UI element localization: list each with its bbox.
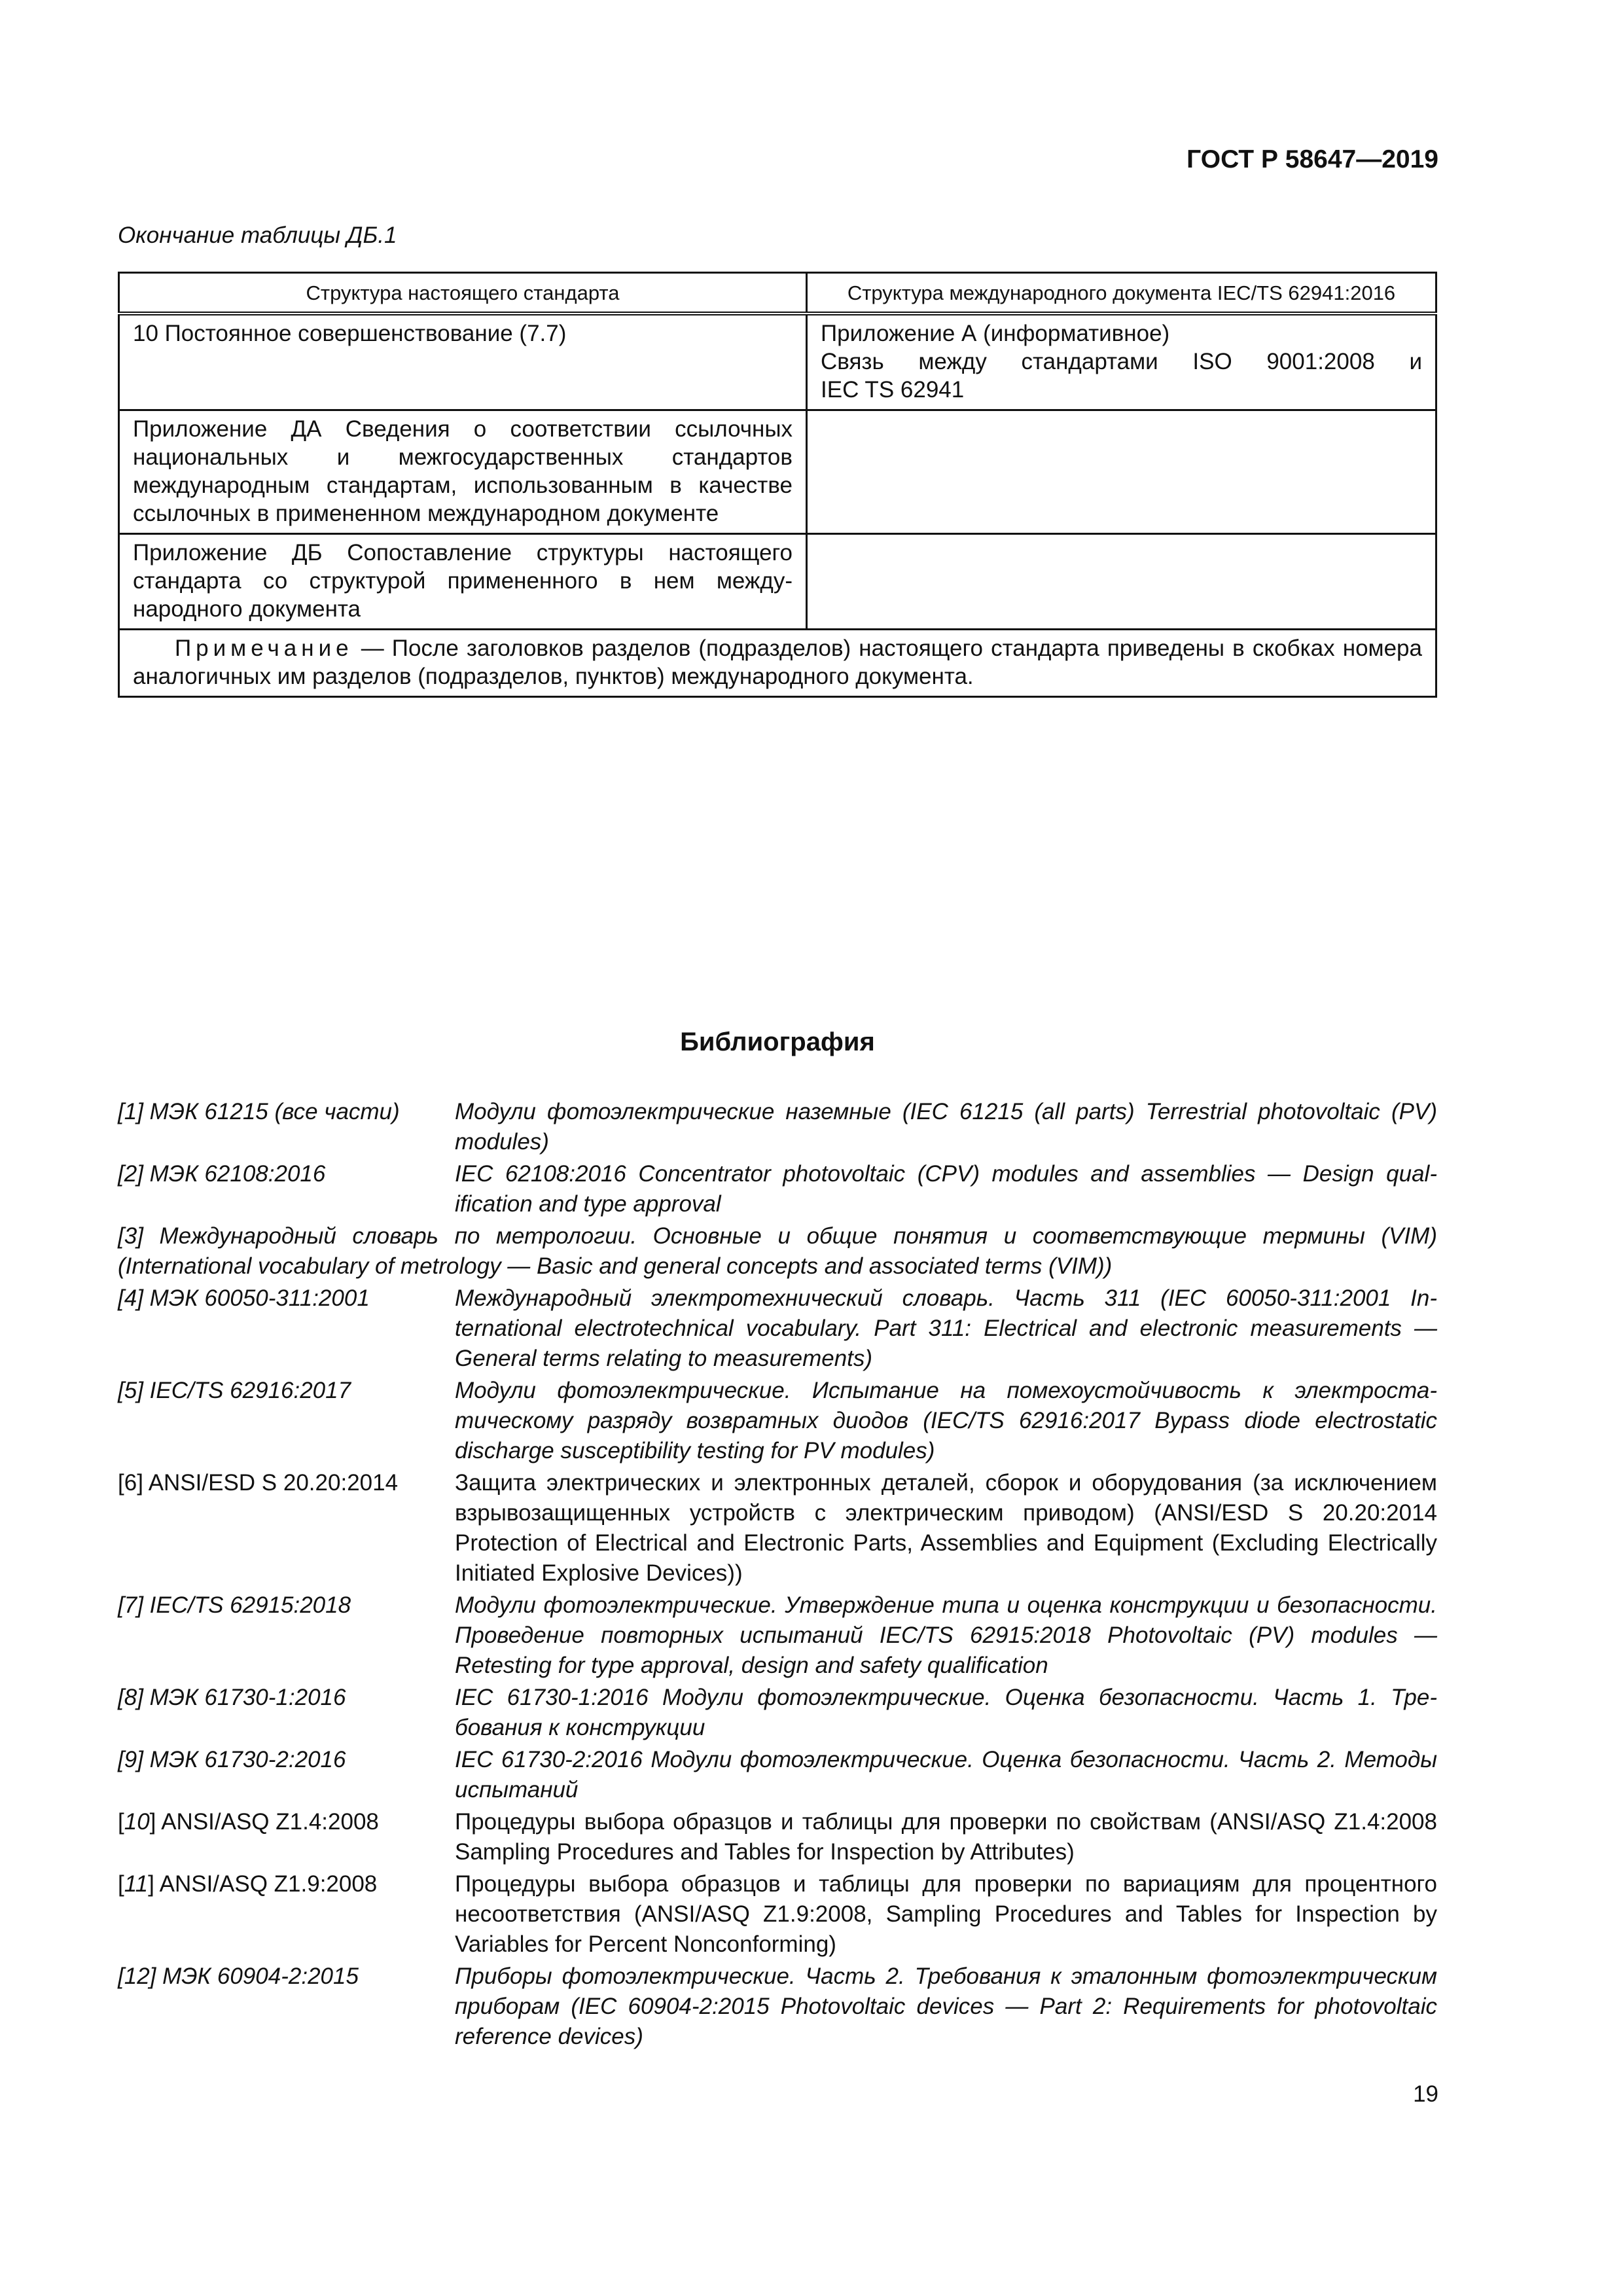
bibliography-ref-code: ANSI/ASQ Z1.9:2008 bbox=[154, 1871, 378, 1897]
bibliography-ref: [10] ANSI/ASQ Z1.4:2008 bbox=[118, 1809, 379, 1835]
bibliography-entry bbox=[118, 1869, 1437, 1960]
col-left-header: Структура настоящего стандарта bbox=[119, 273, 807, 314]
annex-a-line: Связь между стандартами ISO 9001:2008 и bbox=[821, 349, 1422, 374]
bibliography-ref: [7] IEC/TS 62915:2018 bbox=[118, 1592, 351, 1618]
bibliography-ref: [9] МЭК 61730-2:2016 bbox=[118, 1747, 346, 1772]
note-text: — После заголовков разделов (подразделов) настоящего стандарта приведены в скобках номера аналогичных им разделов (подразделов, пунктов) международного документа. bbox=[133, 636, 1422, 689]
annex-a-line: IEC TS 62941 bbox=[821, 377, 965, 403]
table-cell-right bbox=[807, 410, 1436, 534]
bibliography-entry: [3] Международный словарь по метрологии. Основные и общие понятия и соответствующие термины (VIM) (International vocabulary of metrology — Basic and general concepts and associated terms (VIM)) bbox=[118, 1223, 1437, 1279]
bibliography-ref-number: 10 bbox=[124, 1809, 150, 1835]
bibliography-entry bbox=[118, 1807, 1437, 1867]
bibliography-ref: [2] МЭК 62108:2016 bbox=[118, 1161, 326, 1187]
bibliography-entry bbox=[118, 1683, 1437, 1743]
bibliography-title: Библиография bbox=[680, 1028, 875, 1056]
table-note bbox=[119, 630, 1436, 697]
bibliography-text: Модули фотоэлектрические наземные (IEC 61215 (all parts) Terrestrial photovoltaic (PV) modules) bbox=[455, 1099, 1437, 1155]
bibliography-text: Защита электрических и электронных деталей, сборок и оборудования (за исключением взрывозащищенных устройств с электрическим приводом) (ANSI/ESD S 20.20:2014 Protection of Electrical and Electronic Parts, Assemblies and Equipment (Excluding Electrically Initiated Explosive Devices)) bbox=[455, 1470, 1437, 1586]
bibliography-ref: [6] ANSI/ESD S 20.20:2014 bbox=[118, 1470, 399, 1496]
bibliography-text: Процедуры выбора образцов и таблицы для проверки по свойствам (ANSI/ASQ Z1.4:2008 Sampling Procedures and Tables for Inspection by Attributes) bbox=[455, 1809, 1437, 1865]
bibliography-entry bbox=[118, 1590, 1437, 1681]
bibliography-text: Международный электротехнический словарь. Часть 311 (IEC 60050-311:2001 International electrotechnical vocabulary. Part 311: Electrical and electronic measurements — General terms relating to measurements) bbox=[455, 1285, 1437, 1371]
bibliography-entry bbox=[118, 1745, 1437, 1805]
bibliography-ref-code: ANSI/ASQ Z1.4:2008 bbox=[156, 1809, 379, 1835]
bibliography-ref-number: 11 bbox=[124, 1871, 149, 1897]
table-row bbox=[119, 534, 1436, 630]
table-cell-left: Приложение ДБ Сопоставление структуры настоящего стандарта со структурой примененного в нем международного документа bbox=[119, 534, 807, 630]
table-cell-left: Приложение ДА Сведения о соответствии ссылочных национальных и межгосударственных стандартов международным стандартам, использованным в качестве ссылочных в примененном международном документе bbox=[119, 410, 807, 534]
bibliography-text: IEC 62108:2016 Concentrator photovoltaic (CPV) modules and assemblies — Design qualification and type approval bbox=[455, 1161, 1437, 1217]
bibliography-text: IEC 61730-2:2016 Модули фотоэлектрические. Оценка безопасности. Часть 2. Методы испытаний bbox=[455, 1747, 1437, 1803]
bibliography-entry bbox=[118, 1376, 1437, 1466]
bibliography-entry bbox=[118, 1962, 1437, 2052]
col-right-header: Структура международного документа IEC/TS 62941:2016 bbox=[807, 273, 1436, 314]
bibliography-text: Модули фотоэлектрические. Утверждение типа и оценка конструкции и безопасности. Проведение повторных испытаний IEC/TS 62915:2018 Photovoltaic (PV) modules — Retesting for type approval, design and safety qualification bbox=[455, 1592, 1437, 1678]
table-row bbox=[119, 410, 1436, 534]
table-row bbox=[119, 314, 1436, 410]
bibliography-entry bbox=[118, 1159, 1437, 1219]
bibliography-text: Процедуры выбора образцов и таблицы для проверки по вариациям для процентного несоответствия (ANSI/ASQ Z1.9:2008, Sampling Procedures and Tables for Inspection by Variables for Percent Nonconforming) bbox=[455, 1871, 1437, 1957]
table-cell-left: 10 Постоянное совершенствование (7.7) bbox=[119, 314, 807, 410]
page-number: 19 bbox=[1413, 2081, 1438, 2107]
bibliography-text: Приборы фотоэлектрические. Часть 2. Требования к эталонным фотоэлектрическим приборам (IEC 60904-2:2015 Photovoltaic devices — Part 2: Requirements for photovoltaic reference devices) bbox=[455, 1964, 1437, 2049]
bibliography-ref: [8] МЭК 61730-1:2016 bbox=[118, 1685, 346, 1710]
bibliography-list bbox=[118, 1097, 1437, 2054]
table-note-row bbox=[119, 630, 1436, 697]
table-cell-right bbox=[807, 314, 1436, 410]
bibliography-ref: [11] ANSI/ASQ Z1.9:2008 bbox=[118, 1871, 378, 1897]
table-caption: Окончание таблицы ДБ.1 bbox=[118, 223, 397, 248]
bibliography-ref: [12] МЭК 60904-2:2015 bbox=[118, 1964, 359, 1989]
bibliography-text: IEC 61730-1:2016 Модули фотоэлектрические. Оценка безопасности. Часть 1. Требования к конструкции bbox=[455, 1685, 1437, 1740]
note-label: Примечание bbox=[175, 636, 353, 661]
bibliography-ref: [4] МЭК 60050-311:2001 bbox=[118, 1285, 370, 1311]
standard-code: ГОСТ Р 58647—2019 bbox=[1186, 145, 1438, 173]
table-header-row bbox=[119, 273, 1436, 314]
structure-comparison-table bbox=[118, 272, 1437, 698]
bibliography-ref: [1] МЭК 61215 (все части) bbox=[118, 1099, 400, 1124]
bibliography-ref: [5] IEC/TS 62916:2017 bbox=[118, 1378, 351, 1403]
annex-a-title: Приложение А (информативное) bbox=[821, 321, 1170, 346]
table-cell-right bbox=[807, 534, 1436, 630]
bibliography-entry bbox=[118, 1097, 1437, 1157]
bibliography-text: Модули фотоэлектрические. Испытание на помехоустойчивость к электростатическому разряду возвратных диодов (IEC/TS 62916:2017 Bypass diode electrostatic discharge susceptibility testing for PV modules) bbox=[455, 1378, 1437, 1463]
bibliography-entry bbox=[118, 1468, 1437, 1588]
bibliography-entry bbox=[118, 1283, 1437, 1374]
